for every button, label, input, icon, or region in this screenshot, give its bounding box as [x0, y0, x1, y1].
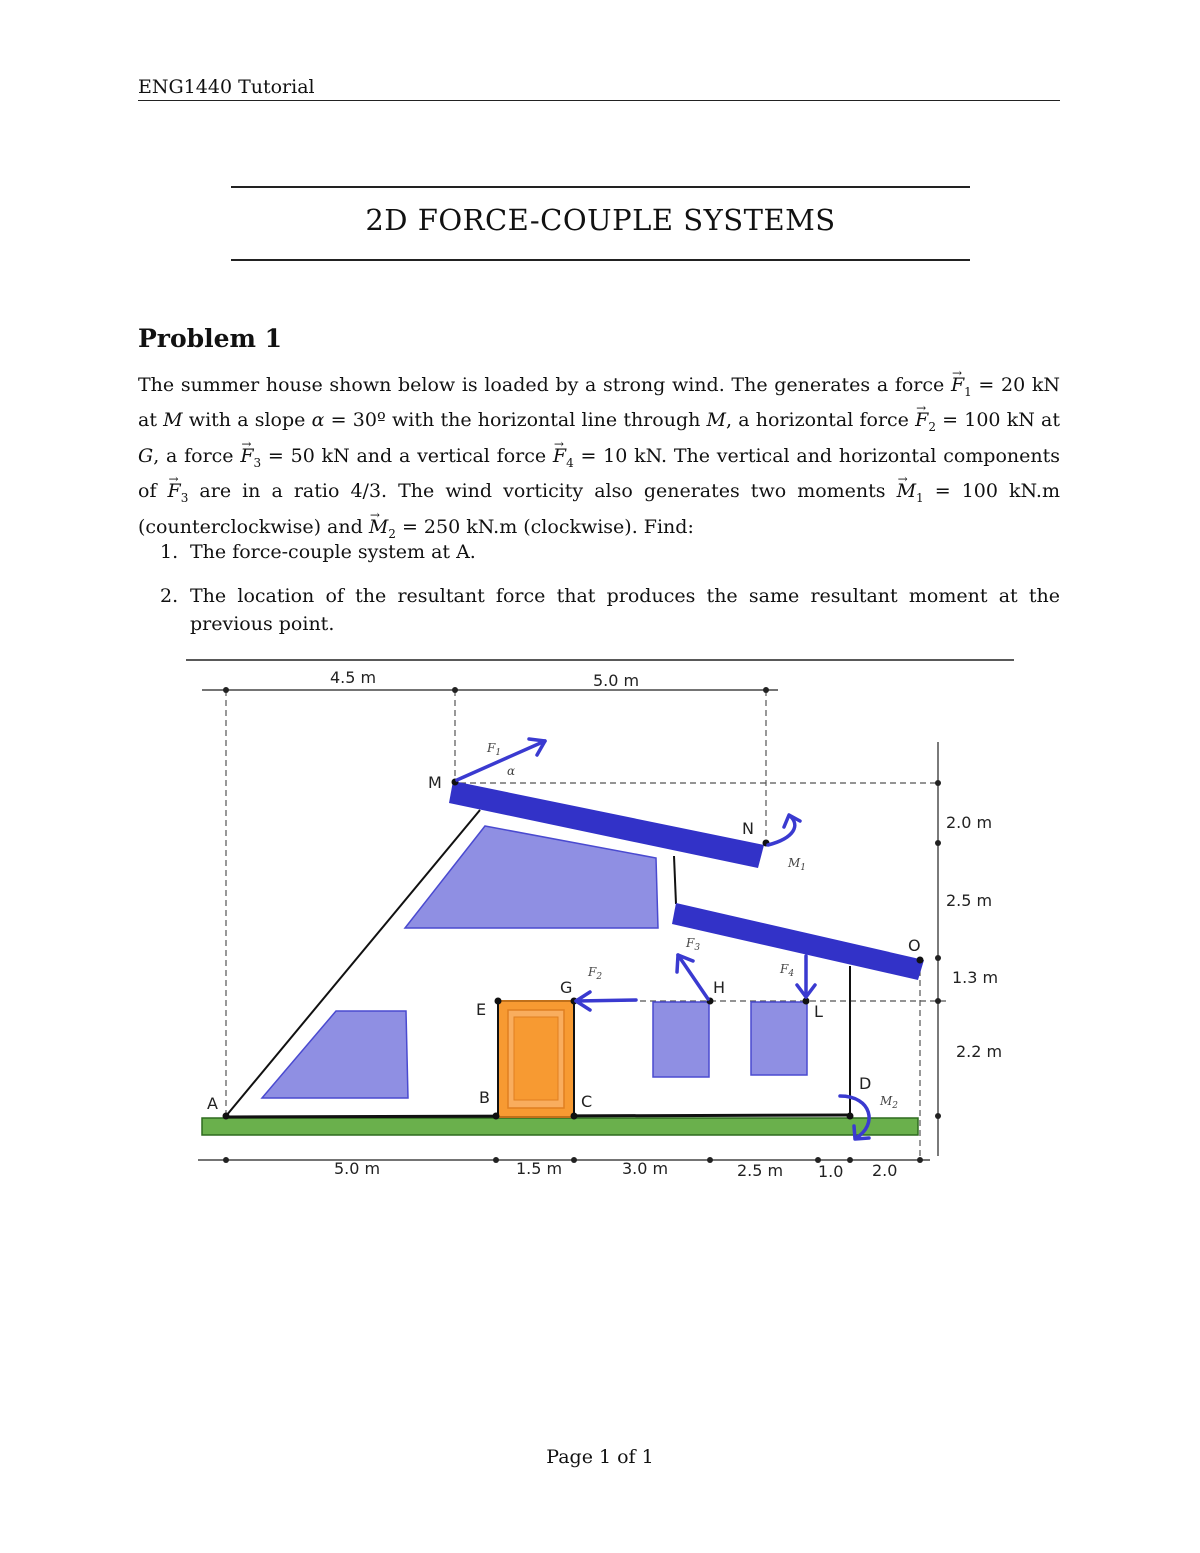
f1-label: $F_1$: [487, 741, 502, 758]
label-point-N: N: [742, 819, 754, 838]
dim-bottom-1: 1.5 m: [516, 1159, 563, 1178]
problem-statement: The summer house shown below is loaded by a strong wind. The generates a force → $F_1 = 20$ kN at M with a slope α = 30º with the horizontal line through M, a horizontal force → $F_2 = 100$ kN at G, a force → $F_3 = 50$ kN and a vertical force → $F_4 = 10$ kN. The vertical and horizontal components of → $F_3$ are in a ratio 4/3. The wind vorticity also generates two moments → $M_1 = 100$ kN.m (counterclockwise) and → $M_2 = 250$ kN.m (clockwise). Find:: [138, 371, 1060, 548]
f4-label: $F_4$: [780, 962, 795, 979]
label-point-B: B: [479, 1088, 490, 1107]
list-item: 2. The location of the resultant force that produces the same resultant moment at the previous point.: [160, 584, 1060, 636]
dim-bottom-0: 5.0 m: [334, 1159, 381, 1178]
lower-roof: [672, 903, 924, 980]
f3-value: 50 kN: [290, 444, 350, 467]
label-point-D: D: [859, 1074, 872, 1093]
problem-heading: Problem 1: [138, 324, 283, 353]
m2-label: $M_2$: [880, 1094, 899, 1111]
list-item: 1. The force-couple system at A.: [160, 541, 476, 563]
m1-value: 100 kN.m (counterclockwise): [138, 480, 1060, 538]
task-2-text: The location of the resultant force that produces the same resultant moment at the previous point.: [190, 584, 1060, 636]
f1-value: 20 kN: [1001, 374, 1061, 396]
label-point-O: O: [908, 936, 921, 955]
m1-label: $M_1$: [788, 856, 807, 873]
dim-bottom-2: 3.0 m: [622, 1159, 669, 1178]
window-right: [751, 1002, 807, 1075]
dim-top-0: 4.5 m: [330, 668, 377, 687]
page-footer: Page 1 of 1: [546, 1446, 654, 1468]
dim-right-0: 2.0 m: [946, 813, 993, 832]
label-point-L: L: [814, 1002, 823, 1021]
dim-right-1: 2.5 m: [946, 891, 993, 910]
f4-value: 10 kN: [603, 444, 662, 467]
page-title: 2D FORCE-COUPLE SYSTEMS: [365, 203, 836, 237]
label-point-H: H: [713, 978, 726, 997]
f2-label: $F_2$: [588, 965, 603, 982]
f2-arrow: [576, 1000, 636, 1001]
dim-bottom-5: 2.0: [872, 1161, 898, 1180]
dim-right-2: 1.3 m: [952, 968, 999, 987]
m1-arrow: [768, 816, 795, 845]
task-1-text: The force-couple system at A.: [190, 541, 476, 563]
f3-label: $F_3$: [686, 936, 701, 953]
alpha-value: 30º: [352, 409, 386, 432]
f1-arrow: [457, 741, 545, 780]
window-large: [405, 826, 658, 928]
dim-right-3: 2.2 m: [956, 1042, 1003, 1061]
label-point-A: A: [207, 1094, 218, 1113]
dim-bottom-4: 1.0: [818, 1162, 844, 1181]
dim-bottom-3: 2.5 m: [737, 1161, 784, 1180]
label-point-M: M: [428, 773, 442, 792]
running-header: ENG1440 Tutorial: [138, 76, 315, 98]
f2-value: 100 kN: [964, 409, 1035, 432]
dim-top-1: 5.0 m: [593, 671, 640, 690]
ground-slab: [202, 1118, 918, 1135]
label-point-G: G: [560, 978, 573, 997]
window-mid: [653, 1002, 709, 1077]
alpha-label: α: [507, 764, 516, 778]
ratio-value: 4/3: [350, 480, 382, 503]
label-point-E: E: [476, 1000, 487, 1019]
m2-value: 250 kN.m (clockwise): [423, 515, 632, 538]
window-left: [262, 1011, 408, 1098]
label-point-C: C: [581, 1092, 593, 1111]
